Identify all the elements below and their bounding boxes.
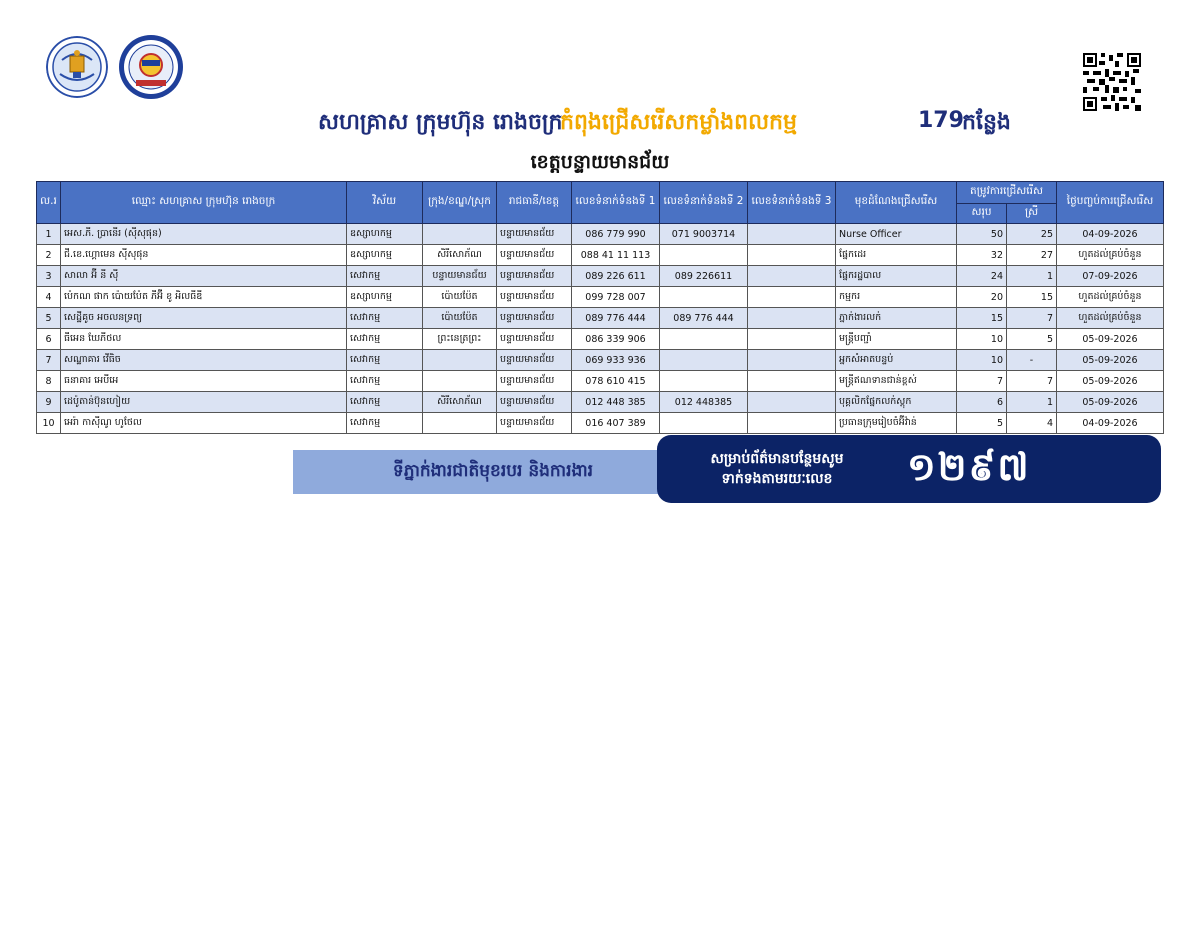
cell-district	[423, 350, 497, 371]
contact-line-1: សម្រាប់ព័ត៌មានបន្ថែមសូម	[710, 451, 844, 467]
table-row	[37, 224, 1164, 245]
cell-position: ប្រធានក្រុមរៀបចំអ៊ីវ៉ាន់	[836, 413, 957, 434]
cell-total: 32	[957, 245, 1007, 266]
header-position: មុខដំណែងជ្រើសរើស	[836, 182, 957, 224]
cell-phone1: 016 407 389	[572, 413, 660, 434]
cell-phone1: 086 339 906	[572, 329, 660, 350]
header-phone2: លេខទំនាក់ទំនងទី 2	[660, 182, 748, 224]
cell-position: ផ្នែកដេរ	[836, 245, 957, 266]
cell-company: សាលា អ៊ី នី ស៊ី	[61, 266, 347, 287]
cell-position: បុគ្គលិកផ្នែកលក់ស្តុក	[836, 392, 957, 413]
qr-code-icon	[1083, 53, 1141, 111]
cell-company: អេស.ភី. ប្រានើរ (ស៊ីសុផុន)	[61, 224, 347, 245]
cell-female: 1	[1007, 392, 1057, 413]
cell-female: -	[1007, 350, 1057, 371]
cell-company: ជី.ខេ.ហ្គោមេន ស៊ីសុផុន	[61, 245, 347, 266]
cell-province: បន្ទាយមានជ័យ	[497, 308, 572, 329]
cell-position: Nurse Officer	[836, 224, 957, 245]
cell-sector: សេវាកម្ម	[347, 371, 423, 392]
cell-no: 8	[37, 371, 61, 392]
cell-no: 6	[37, 329, 61, 350]
cell-position: ផ្នែករដ្ឋបាល	[836, 266, 957, 287]
cell-position: មន្រ្តីបញ្ជាំ	[836, 329, 957, 350]
hotline-banner	[657, 435, 1161, 503]
cell-phone3	[748, 392, 836, 413]
cell-company: សេដ្ឋីគូច អចលនទ្រព្យ	[61, 308, 347, 329]
cell-position: អ្នកសំអាតបន្ទប់	[836, 350, 957, 371]
cell-no: 5	[37, 308, 61, 329]
hotline-number: ១២៩៧	[907, 445, 1031, 489]
table-row	[37, 329, 1164, 350]
table-row	[37, 308, 1164, 329]
cell-phone1: 099 728 007	[572, 287, 660, 308]
header-no: ល.រ	[37, 182, 61, 224]
cell-district: ព្រះនេត្រព្រះ	[423, 329, 497, 350]
cell-deadline: 05-09-2026	[1057, 350, 1164, 371]
table-row	[37, 266, 1164, 287]
cell-district: បន្ទាយមានជ័យ	[423, 266, 497, 287]
cell-total: 20	[957, 287, 1007, 308]
cell-phone3	[748, 224, 836, 245]
cell-company: សណ្ឋាគារ វើធិច	[61, 350, 347, 371]
cell-sector: សេវាកម្ម	[347, 350, 423, 371]
table-row	[37, 287, 1164, 308]
cell-sector: ឧស្សាហកម្ម	[347, 287, 423, 308]
header-phone3: លេខទំនាក់ទំនងទី 3	[748, 182, 836, 224]
cell-no: 7	[37, 350, 61, 371]
cell-position: មន្រ្តីឥណទានជាន់ខ្ពស់	[836, 371, 957, 392]
cell-district: ប៉ោយប៉ែត	[423, 287, 497, 308]
cell-phone1: 078 610 415	[572, 371, 660, 392]
header-district: ក្រុង/ខណ្ឌ/ស្រុក	[423, 182, 497, 224]
cell-province: បន្ទាយមានជ័យ	[497, 224, 572, 245]
cell-total: 10	[957, 329, 1007, 350]
cell-phone3	[748, 329, 836, 350]
cell-district	[423, 371, 497, 392]
agency-banner	[293, 450, 663, 494]
cell-company: អេរ៉ា កាស៊ីណូ ហូថែល	[61, 413, 347, 434]
vacancy-count: 179	[918, 108, 964, 133]
cell-total: 7	[957, 371, 1007, 392]
cell-sector: សេវាកម្ម	[347, 308, 423, 329]
cell-province: បន្ទាយមានជ័យ	[497, 266, 572, 287]
cell-phone1: 088 41 11 113	[572, 245, 660, 266]
cell-district: សិរីសោភ័ណ	[423, 245, 497, 266]
cell-no: 3	[37, 266, 61, 287]
cell-female: 25	[1007, 224, 1057, 245]
header-total: សរុប	[957, 204, 1007, 224]
cell-phone1: 089 226 611	[572, 266, 660, 287]
table-row	[37, 371, 1164, 392]
cell-no: 9	[37, 392, 61, 413]
cell-district: សិរីសោភ័ណ	[423, 392, 497, 413]
cell-total: 50	[957, 224, 1007, 245]
cell-province: បន្ទាយមានជ័យ	[497, 392, 572, 413]
cell-total: 15	[957, 308, 1007, 329]
cell-phone2	[660, 350, 748, 371]
province-heading: ខេត្តបន្ទាយមានជ័យ	[530, 151, 670, 173]
cell-deadline: 07-09-2026	[1057, 266, 1164, 287]
cell-female: 7	[1007, 371, 1057, 392]
cell-phone3	[748, 350, 836, 371]
jobs-table	[36, 181, 1164, 434]
cell-phone2: 071 9003714	[660, 224, 748, 245]
national-agency-logo-icon	[46, 36, 108, 98]
cell-province: បន្ទាយមានជ័យ	[497, 287, 572, 308]
header-phone1: លេខទំនាក់ទំនងទី 1	[572, 182, 660, 224]
cell-female: 7	[1007, 308, 1057, 329]
cell-phone2	[660, 371, 748, 392]
cell-company: ធីអេន ឃែភីថល	[61, 329, 347, 350]
title-main: សហគ្រាស ក្រុមហ៊ុន រោងចក្រ	[318, 110, 563, 135]
cell-no: 4	[37, 287, 61, 308]
header-need: តម្រូវការជ្រើសរើស	[957, 182, 1057, 204]
header-sector: វិស័យ	[347, 182, 423, 224]
table-row	[37, 245, 1164, 266]
cell-position: កម្មករ	[836, 287, 957, 308]
cell-deadline: 05-09-2026	[1057, 392, 1164, 413]
cell-phone2: 089 776 444	[660, 308, 748, 329]
cell-female: 15	[1007, 287, 1057, 308]
cell-phone1: 086 779 990	[572, 224, 660, 245]
cell-province: បន្ទាយមានជ័យ	[497, 329, 572, 350]
cell-deadline: ហួតដល់គ្រប់ចំនួន	[1057, 287, 1164, 308]
title-recruit: កំពុងជ្រើសរើសកម្លាំងពលកម្ម	[560, 110, 797, 135]
cell-sector: សេវាកម្ម	[347, 413, 423, 434]
cell-phone2	[660, 287, 748, 308]
cell-phone1: 012 448 385	[572, 392, 660, 413]
cell-total: 10	[957, 350, 1007, 371]
cell-position: ភ្នាក់ងារលក់	[836, 308, 957, 329]
table-row	[37, 392, 1164, 413]
cell-sector: ឧស្សាហកម្ម	[347, 245, 423, 266]
cell-sector: ឧស្សាហកម្ម	[347, 224, 423, 245]
cell-female: 1	[1007, 266, 1057, 287]
cell-phone2	[660, 245, 748, 266]
cell-sector: សេវាកម្ម	[347, 266, 423, 287]
cell-province: បន្ទាយមានជ័យ	[497, 245, 572, 266]
header-female: ស្រី	[1007, 204, 1057, 224]
cell-phone3	[748, 308, 836, 329]
ministry-logo-icon	[118, 34, 184, 100]
cell-phone3	[748, 413, 836, 434]
cell-company: ដេប៉ូតាន់ប៊ុនហៀយ	[61, 392, 347, 413]
cell-district: ប៉ោយប៉ែត	[423, 308, 497, 329]
cell-phone2	[660, 329, 748, 350]
cell-deadline: 05-09-2026	[1057, 329, 1164, 350]
cell-district	[423, 413, 497, 434]
cell-phone3	[748, 266, 836, 287]
cell-total: 6	[957, 392, 1007, 413]
cell-no: 1	[37, 224, 61, 245]
cell-deadline: ហួតដល់គ្រប់ចំនួន	[1057, 308, 1164, 329]
cell-phone3	[748, 245, 836, 266]
cell-phone2	[660, 413, 748, 434]
cell-company: ប៉េកណ ផាក ប៉ោយប៉ែត ភីអ៊ី ខូ អិលធីឌី	[61, 287, 347, 308]
cell-total: 24	[957, 266, 1007, 287]
header-deadline: ថ្ងៃបញ្ចប់ការជ្រើសរើស	[1057, 182, 1164, 224]
cell-no: 10	[37, 413, 61, 434]
table-row	[37, 350, 1164, 371]
cell-district	[423, 224, 497, 245]
agency-name: ទីភ្នាក់ងារជាតិមុខរបរ និងការងារ	[392, 461, 594, 481]
cell-deadline: 05-09-2026	[1057, 371, 1164, 392]
cell-total: 5	[957, 413, 1007, 434]
cell-female: 27	[1007, 245, 1057, 266]
table-row	[37, 413, 1164, 434]
cell-company: ធនាគារ អេបីអេ	[61, 371, 347, 392]
contact-line-2: ទាក់ទងតាមរយៈលេខ	[721, 471, 833, 487]
cell-phone2: 089 226611	[660, 266, 748, 287]
cell-no: 2	[37, 245, 61, 266]
cell-female: 4	[1007, 413, 1057, 434]
cell-phone3	[748, 371, 836, 392]
cell-deadline: ហួតដល់គ្រប់ចំនួន	[1057, 245, 1164, 266]
cell-phone1: 089 776 444	[572, 308, 660, 329]
cell-sector: សេវាកម្ម	[347, 392, 423, 413]
cell-sector: សេវាកម្ម	[347, 329, 423, 350]
cell-deadline: 04-09-2026	[1057, 413, 1164, 434]
cell-phone1: 069 933 936	[572, 350, 660, 371]
header-company: ឈ្មោះ សហគ្រាស ក្រុមហ៊ុន រោងចក្រ	[61, 182, 347, 224]
cell-province: បន្ទាយមានជ័យ	[497, 350, 572, 371]
cell-female: 5	[1007, 329, 1057, 350]
header-province: រាជធានី/ខេត្ត	[497, 182, 572, 224]
vacancy-unit: កន្លែង	[962, 110, 1011, 135]
page-title	[0, 108, 1200, 142]
cell-phone2: 012 448385	[660, 392, 748, 413]
cell-province: បន្ទាយមានជ័យ	[497, 413, 572, 434]
cell-deadline: 04-09-2026	[1057, 224, 1164, 245]
cell-phone3	[748, 287, 836, 308]
cell-province: បន្ទាយមានជ័យ	[497, 371, 572, 392]
